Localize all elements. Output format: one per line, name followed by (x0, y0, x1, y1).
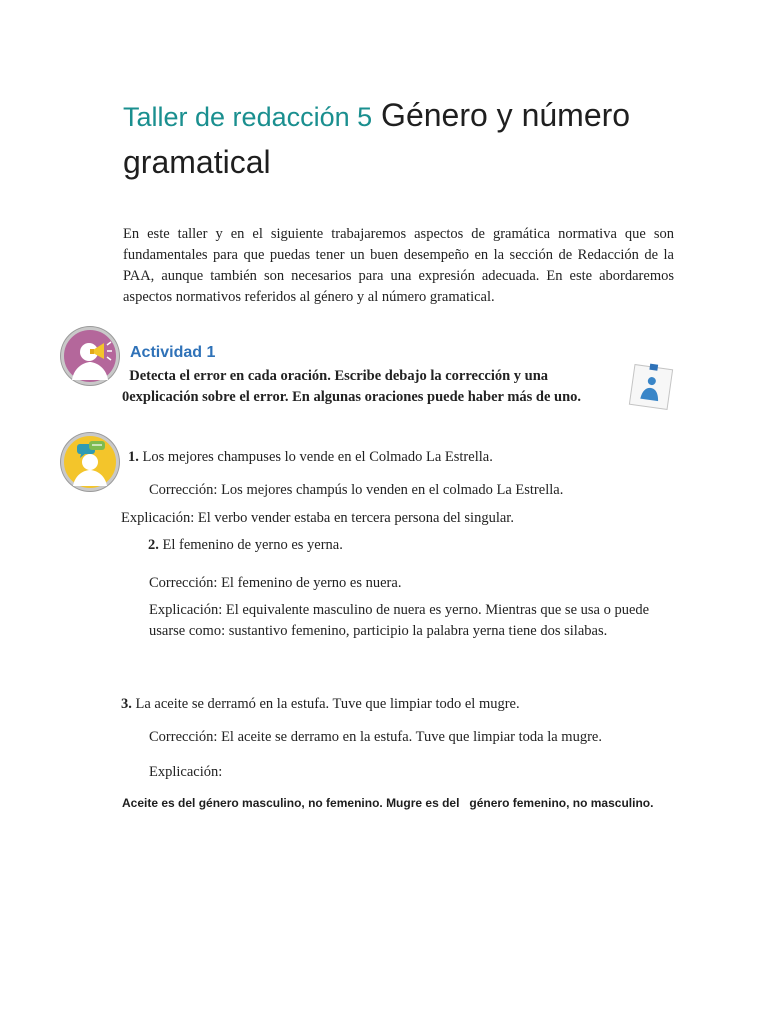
item-1-number: 1. (128, 449, 139, 465)
item-3-sentence (121, 694, 520, 715)
title-lead: Taller de redacción 5 (123, 102, 373, 132)
activity-instructions (122, 366, 612, 408)
item-3-conclusion: Aceite es del género masculino, no femenino. Mugre es del género femenino, no masculino. (122, 796, 654, 810)
item-1-sentence (128, 447, 493, 468)
item-3-correction: Corrección: El aceite se derramo en la estufa. Tuve que limpiar toda la mugre. (149, 729, 602, 745)
item-3-explanation: Explicación: (149, 764, 223, 780)
title-main: Género y número gramatical (123, 97, 631, 180)
item-3-sentence-text: La aceite se derramó en la estufa. Tuve que limpiar todo el mugre. (135, 696, 520, 712)
item-1-explanation: Explicación: El verbo vender estaba en tercera persona del singular. (121, 510, 514, 526)
item-2-sentence-text: El femenino de yerno es yerna. (162, 537, 343, 553)
intro-paragraph: En este taller y en el siguiente trabajaremos aspectos de gramática normativa que son fundamentales para que puedas tener un buen desempeño en la sección de Redacción de la PAA, aunque también son necesarios para una expresión adecuada. En este abordaremos aspectos normativos referidos al género y al número gramatical. (123, 226, 674, 305)
person-note-icon (626, 362, 676, 417)
item-2-explanation: Explicación: El equivalente masculino de nuera es yerno. Mientras que se usa o puede usarse como: sustantivo femenino, participio la palabra yerna tiene dos silabas. (149, 602, 650, 639)
page-title (123, 93, 683, 185)
item-1-correction: Corrección: Los mejores champús lo venden en el colmado La Estrella. (149, 482, 564, 498)
speech-bubble-person-icon (61, 433, 119, 491)
item-1-sentence-text: Los mejores champuses lo vende en el Colmado La Estrella. (142, 449, 493, 465)
activity-instructions-text: Detecta el error en cada oración. Escribe debajo la corrección y una 0explicación sobre el error. En algunas oraciones puede haber más de uno. (122, 368, 582, 405)
item-3-number: 3. (121, 696, 132, 712)
item-2-correction: Corrección: El femenino de yerno es nuera. (149, 575, 402, 591)
megaphone-person-icon (61, 327, 119, 385)
item-2-number: 2. (148, 537, 159, 553)
item-2-sentence (148, 535, 343, 556)
activity-heading: Actividad 1 (130, 344, 216, 361)
